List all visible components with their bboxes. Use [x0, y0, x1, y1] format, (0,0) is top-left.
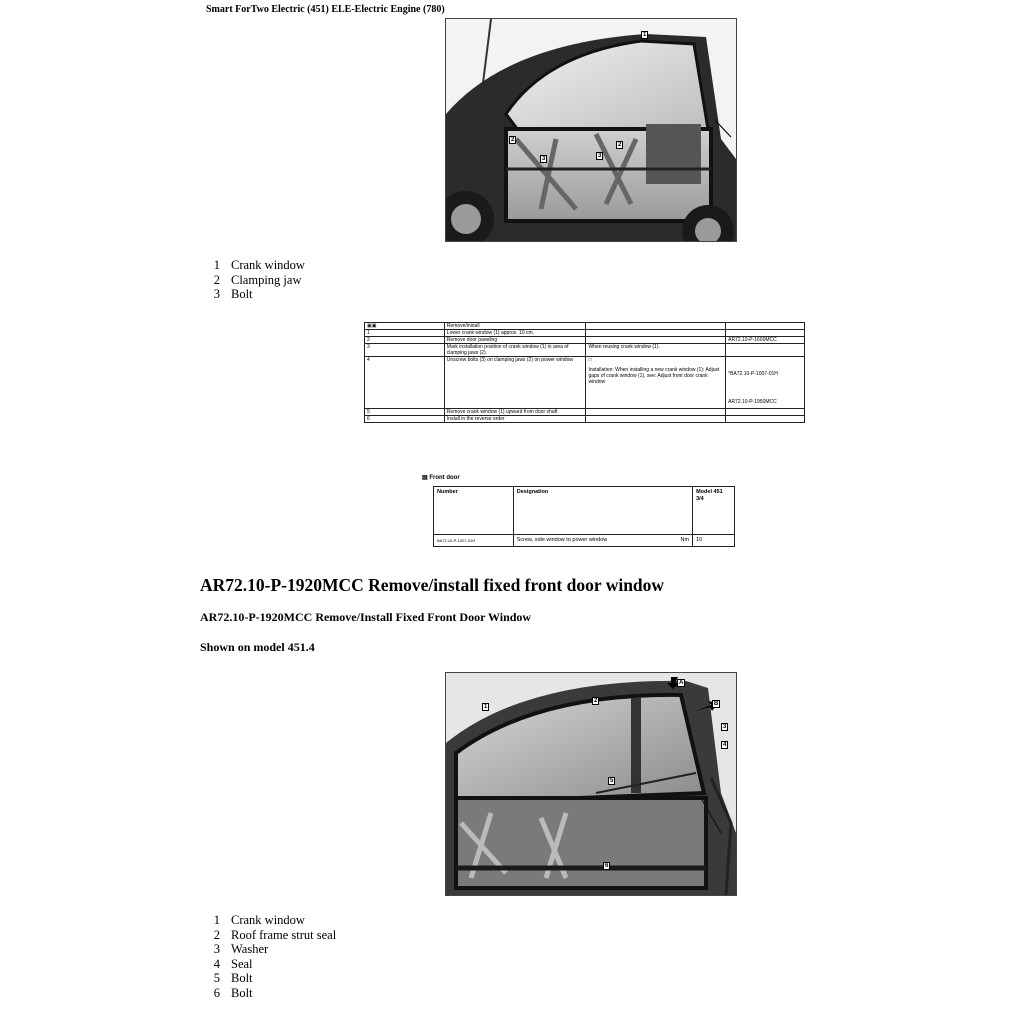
figure2-callout-3: 3 — [723, 724, 727, 730]
legend-label: Crank window — [231, 913, 305, 927]
section-subtitle: AR72.10-P-1920MCC Remove/Install Fixed Front Door Window — [200, 610, 532, 624]
table-row — [365, 344, 805, 357]
table-cell — [586, 323, 726, 330]
step-ref-link[interactable]: AR72.10-P-1950MCC — [728, 399, 777, 405]
shown-on-model: Shown on model 451.4 — [200, 640, 315, 654]
table-row — [365, 409, 805, 416]
legend-item — [200, 942, 336, 957]
table-row — [365, 416, 805, 423]
step-number: 5 — [365, 409, 445, 416]
header-model: Model 451 3/4 — [693, 487, 735, 535]
legend-item — [200, 287, 305, 302]
step-action: Mark installation position of crank window (1) in area of clamping jaws (2). — [444, 344, 586, 357]
legend-label: Bolt — [231, 287, 253, 302]
table-header-row — [365, 323, 805, 330]
step-action: Remove crank window (1) upward from door shaft — [444, 409, 586, 416]
step-ref — [726, 416, 805, 423]
figure1-callout-2: 2 — [511, 137, 515, 143]
legend-item — [200, 986, 336, 1001]
step-note: When reusing crank window (1). — [586, 344, 726, 357]
legend-number: 6 — [213, 985, 220, 1000]
front-door-parts-table — [433, 486, 735, 547]
table-cell: Remove/install — [444, 323, 586, 330]
step-ref-link[interactable]: AR72.10-P-1600MCC — [726, 337, 805, 344]
legend-item — [200, 957, 336, 972]
legend-label: Bolt — [231, 971, 253, 986]
figure2-callout-A: A — [679, 680, 684, 686]
legend-figure-2 — [200, 913, 336, 1001]
header-number: Number — [434, 487, 514, 535]
legend-number: 3 — [213, 942, 220, 957]
legend-number: 4 — [213, 956, 220, 971]
legend-label: Clamping jaw — [231, 272, 302, 287]
info-icon: □ — [588, 357, 592, 363]
step-number: 4 — [365, 357, 445, 409]
step-note — [586, 330, 726, 337]
parts-header-row — [434, 487, 735, 535]
legend-label: Bolt — [231, 985, 253, 1000]
legend-number: 2 — [213, 272, 220, 287]
table-row — [365, 337, 805, 344]
figure2-callout-4: 4 — [723, 742, 727, 748]
step-number: 3 — [365, 344, 445, 357]
figure1-callout-3b: 3 — [598, 153, 602, 159]
legend-item — [200, 928, 336, 943]
parts-table-caption — [422, 474, 460, 481]
step-number: 1 — [365, 330, 445, 337]
table-row — [365, 357, 805, 409]
step-number: 6 — [365, 416, 445, 423]
legend-number: 3 — [213, 287, 220, 302]
figure1-callout-3: 3 — [542, 156, 546, 162]
step-number: 2 — [365, 337, 445, 344]
figure2-callout-B: B — [714, 701, 719, 707]
book-icon: ▤ — [422, 475, 428, 481]
legend-figure-1 — [200, 258, 305, 302]
section-title: AR72.10-P-1920MCC Remove/install fixed front door window — [200, 575, 665, 595]
step-note — [586, 409, 726, 416]
legend-label: Crank window — [231, 258, 305, 272]
step-ref-link[interactable]: *BA72.10-P-1007-01H — [728, 371, 778, 377]
figure2-callout-2: 2 — [594, 698, 598, 704]
step-action: Remove door paneling — [444, 337, 586, 344]
figure2-callout-5: 5 — [610, 778, 614, 784]
step-action: Install in the reverse order — [444, 416, 586, 423]
step-action: Unscrew bolts (3) on clamping jaws (2) on power window — [444, 357, 586, 409]
legend-label: Seal — [231, 956, 253, 971]
installation-note: Installation: When installing a new crank window (1): Adjust gaps of crank window (1), see: Adjust front door crank window — [588, 367, 720, 385]
step-note — [586, 357, 726, 409]
step-action: Lower crank window (1) approx. 10 cm. — [444, 330, 586, 337]
legend-item — [200, 913, 336, 928]
table-cell — [365, 323, 445, 330]
figure2-callout-1: 1 — [484, 704, 488, 710]
step-note — [586, 337, 726, 344]
step-ref — [726, 409, 805, 416]
step-ref — [726, 330, 805, 337]
legend-label: Washer — [231, 942, 269, 957]
figure-fixed-door-window — [445, 672, 737, 896]
torque-value: 10 — [693, 535, 735, 547]
designation-text: Screw, side window to power window — [516, 537, 608, 543]
parts-caption-text: Front door — [429, 475, 460, 481]
tool-icons: ▣▣ — [367, 323, 377, 329]
figure-door-crank-window — [445, 18, 737, 242]
legend-item — [200, 258, 305, 273]
figure1-callout-1: 1 — [643, 32, 647, 38]
legend-item — [200, 273, 305, 288]
torque-unit: Nm — [680, 537, 690, 543]
header-designation: Designation — [513, 487, 692, 535]
part-designation — [513, 535, 692, 547]
legend-number: 1 — [213, 258, 220, 272]
step-ref — [726, 357, 805, 409]
remove-install-steps-table — [364, 322, 805, 423]
legend-label: Roof frame strut seal — [231, 927, 337, 942]
legend-number: 2 — [213, 927, 220, 942]
document-header: Smart ForTwo Electric (451) ELE-Electric Engine (780) — [206, 4, 445, 15]
legend-number: 1 — [213, 913, 220, 927]
table-row — [365, 330, 805, 337]
door-illustration-2 — [446, 673, 736, 895]
figure1-callout-2b: 2 — [618, 142, 622, 148]
part-number[interactable]: BA72.10-P-1007-01H — [434, 535, 514, 547]
table-cell — [726, 323, 805, 330]
door-illustration-1 — [446, 19, 736, 241]
legend-number: 5 — [213, 971, 220, 986]
parts-row — [434, 535, 735, 547]
legend-item — [200, 971, 336, 986]
step-note — [586, 416, 726, 423]
step-ref — [726, 344, 805, 357]
figure2-callout-6: 6 — [605, 863, 609, 869]
